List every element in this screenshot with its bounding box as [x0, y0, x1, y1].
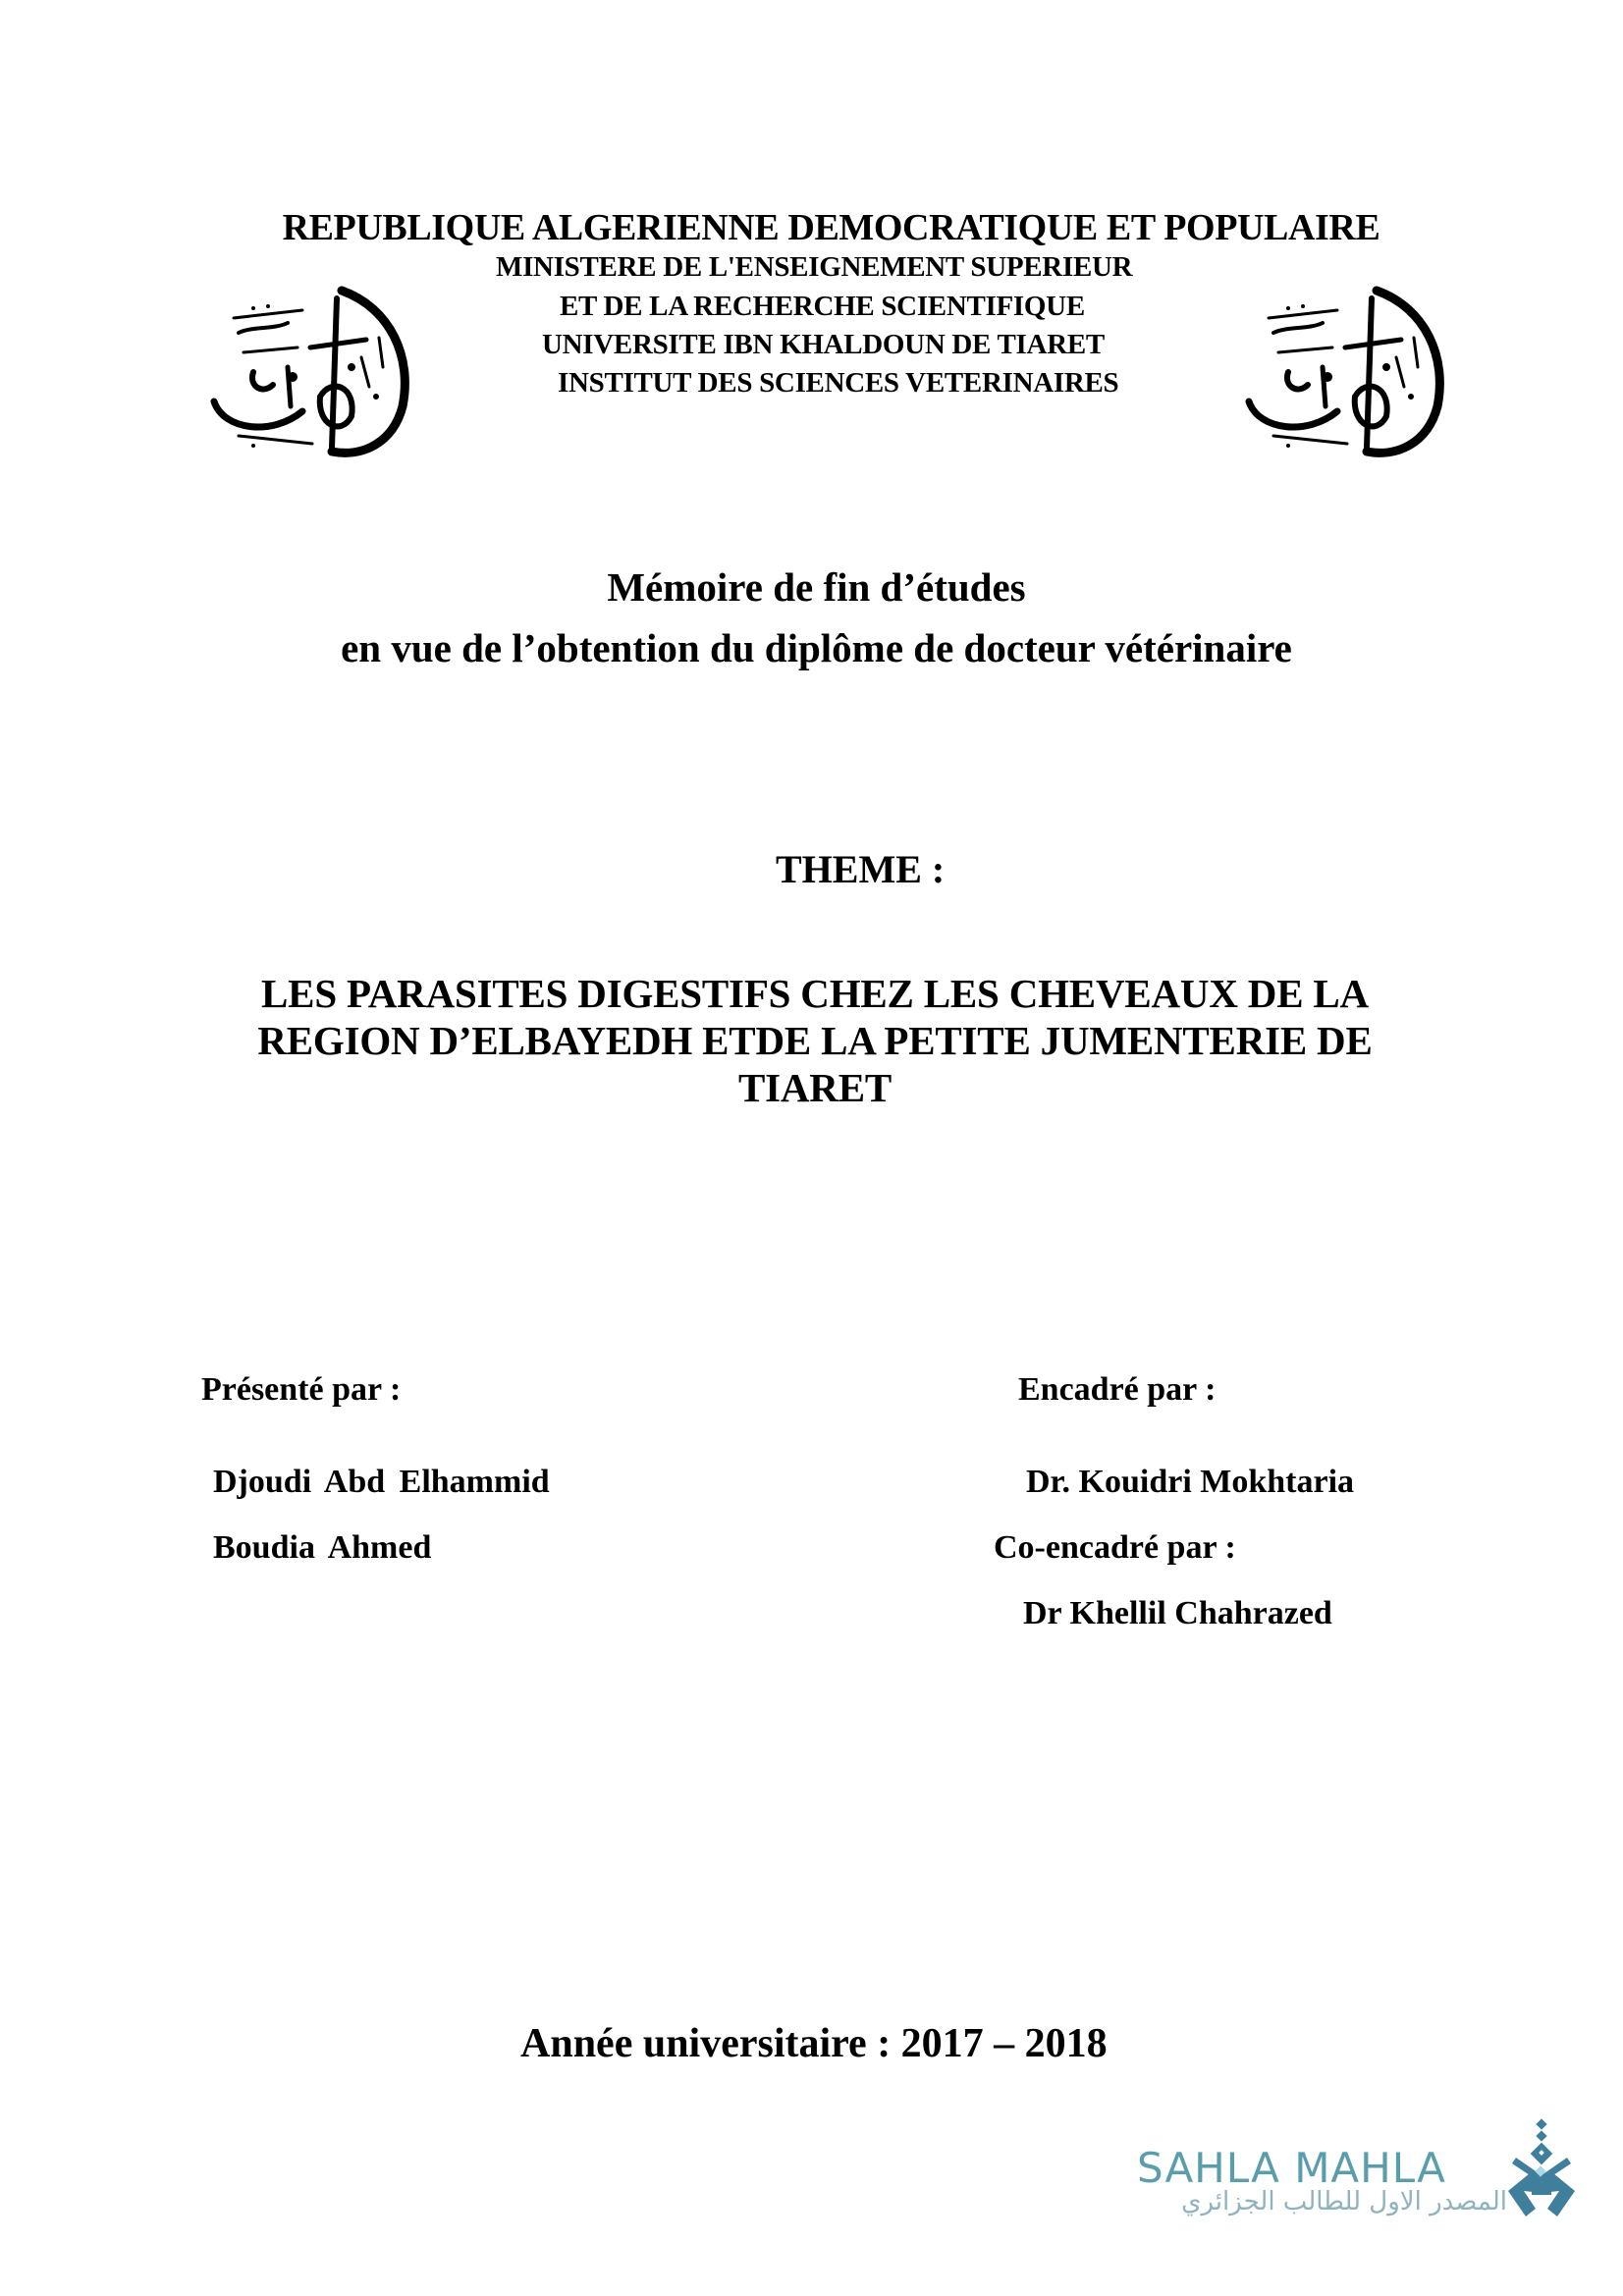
co-supervised-by-label: Co-encadré par :	[994, 1529, 1236, 1566]
presented-by-label: Présenté par :	[201, 1371, 402, 1408]
student-name: Djoudi Abd Elhammid	[213, 1464, 550, 1500]
watermark-brand: SAHLA MAHLA	[1137, 2144, 1446, 2192]
sahla-mahla-emblem-icon	[1504, 2118, 1583, 2222]
student-name: Boudia Ahmed	[213, 1529, 432, 1566]
header-university: UNIVERSITE IBN KHALDOUN DE TIARET	[542, 329, 1105, 360]
header-ministry: MINISTERE DE L'ENSEIGNEMENT SUPERIEUR	[496, 251, 1133, 283]
university-logo-icon	[194, 279, 420, 460]
co-supervisor-name: Dr Khellil Chahrazed	[1023, 1595, 1332, 1631]
header-research: ET DE LA RECHERCHE SCIENTIFIQUE	[560, 291, 1085, 322]
supervisor-name: Dr. Kouidri Mokhtaria	[1026, 1464, 1355, 1500]
watermark-tagline: المصدر الاول للطالب الجزائري	[1181, 2187, 1507, 2216]
header-institute: INSTITUT DES SCIENCES VETERINAIRES	[558, 367, 1119, 399]
header-republic: REPUBLIQUE ALGERIENNE DEMOCRATIQUE ET POPULAIRE	[282, 207, 1380, 248]
academic-year: Année universitaire : 2017 – 2018	[520, 2021, 1108, 2066]
memoire-title: Mémoire de fin d’études	[607, 564, 1026, 610]
supervised-by-label: Encadré par :	[1018, 1371, 1217, 1408]
university-logo-icon	[1229, 279, 1455, 460]
thesis-title: LES PARASITES DIGESTIFS CHEZ LES CHEVEAUX DE LA REGION D’ELBAYEDH ETDE LA PETITE JUMENTERIE DE TIARET	[257, 971, 1373, 1110]
theme-label: THEME :	[776, 847, 946, 891]
memoire-subtitle: en vue de l’obtention du diplôme de docteur vétérinaire	[341, 625, 1292, 670]
